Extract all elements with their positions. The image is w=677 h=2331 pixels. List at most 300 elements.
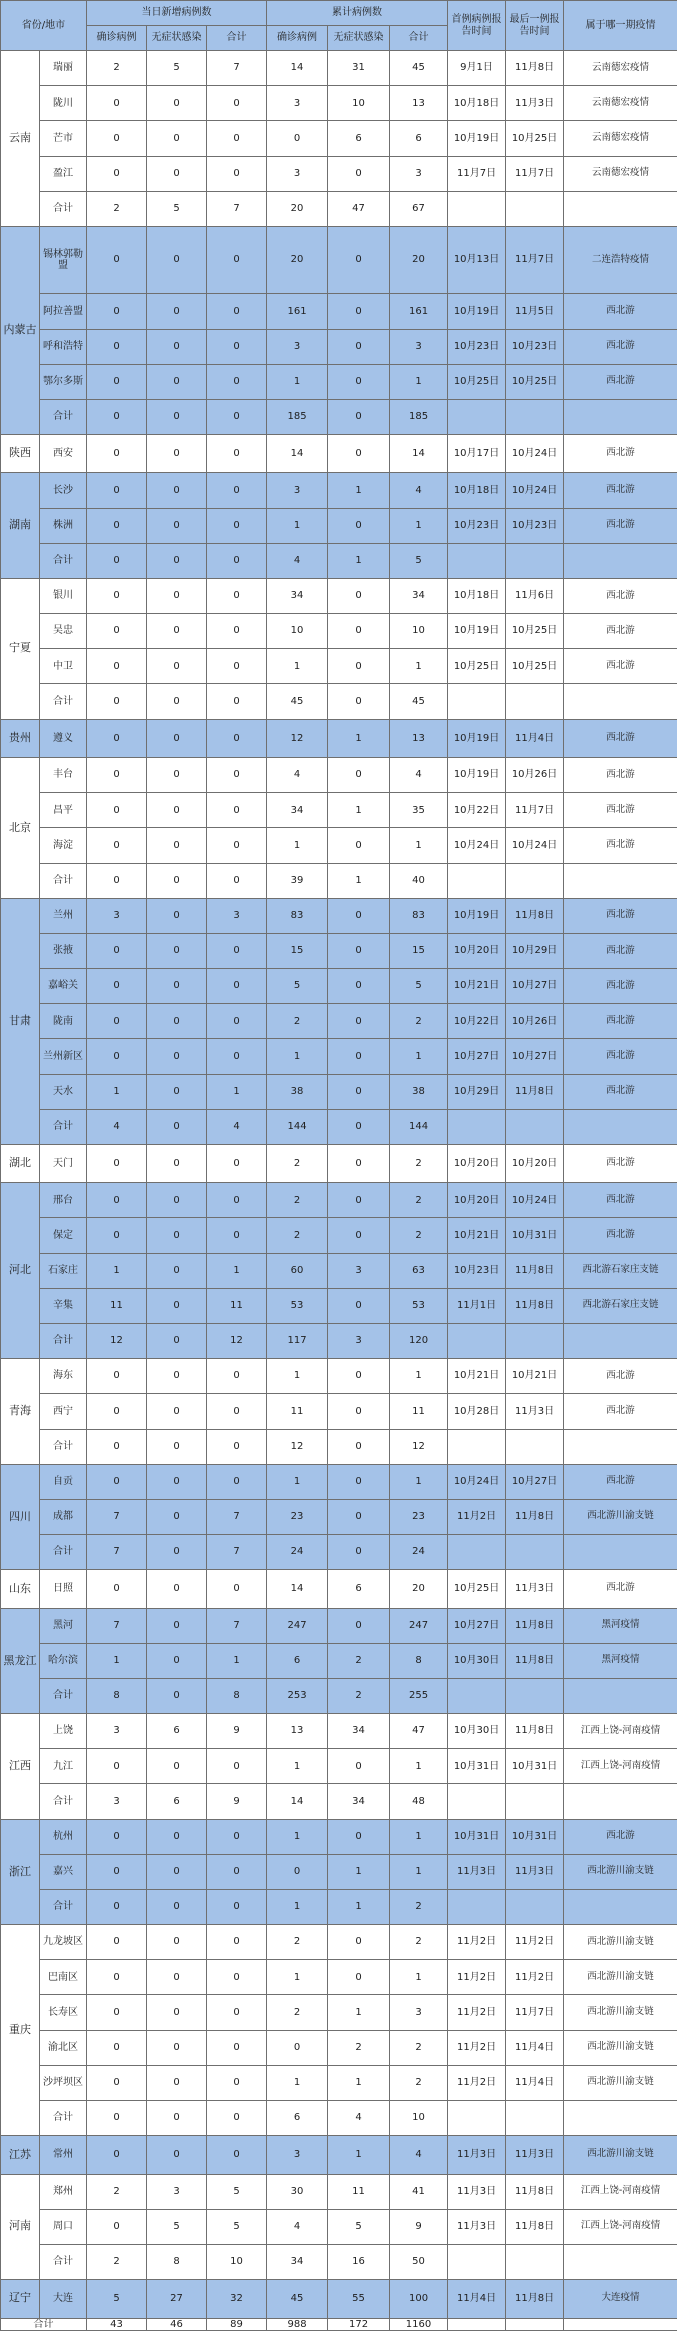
cum-total-cell: 83 — [390, 898, 448, 933]
new-confirmed-cell: 0 — [87, 1854, 147, 1889]
cum-asymptomatic-cell: 0 — [328, 1109, 390, 1144]
new-asymptomatic-cell: 0 — [147, 543, 207, 578]
cum-total-cell: 2 — [390, 1183, 448, 1218]
city-cell: 陇南 — [40, 1004, 87, 1039]
last-report-cell: 10月24日 — [506, 473, 564, 508]
cum-asymptomatic-cell: 1 — [328, 2065, 390, 2100]
cum-total-cell: 2 — [390, 1925, 448, 1960]
new-confirmed-cell: 1 — [87, 1643, 147, 1678]
last-report-cell: 11月8日 — [506, 1499, 564, 1534]
cum-confirmed-cell: 0 — [267, 2030, 328, 2065]
cum-confirmed-cell: 83 — [267, 898, 328, 933]
cum-confirmed-cell: 20 — [267, 191, 328, 226]
new-asymptomatic-cell: 0 — [147, 121, 207, 156]
new-asymptomatic-cell: 0 — [147, 2030, 207, 2065]
cluster-cell: 西北游 — [564, 473, 677, 508]
new-total-cell: 0 — [207, 1889, 267, 1924]
cum-confirmed-cell: 0 — [267, 1854, 328, 1889]
new-asymptomatic-cell: 0 — [147, 1925, 207, 1960]
last-report-cell: 11月8日 — [506, 1714, 564, 1749]
header-first-report: 首例病例报告时间 — [448, 1, 506, 51]
last-report-cell: 10月24日 — [506, 435, 564, 473]
first-report-cell: 11月3日 — [448, 2209, 506, 2244]
city-cell: 九江 — [40, 1749, 87, 1784]
table-row — [1, 793, 677, 828]
new-asymptomatic-cell: 0 — [147, 1570, 207, 1608]
table-row — [1, 156, 677, 191]
new-asymptomatic-cell: 0 — [147, 2136, 207, 2174]
first-report-cell: 11月3日 — [448, 2136, 506, 2174]
first-report-cell: 11月2日 — [448, 1925, 506, 1960]
cum-total-cell: 6 — [390, 121, 448, 156]
cum-asymptomatic-cell: 55 — [328, 2280, 390, 2318]
new-confirmed-cell: 3 — [87, 1784, 147, 1819]
new-confirmed-cell: 0 — [87, 226, 147, 294]
first-report-cell: 10月23日 — [448, 1253, 506, 1288]
table-row — [1, 1144, 677, 1182]
header-today-total: 合计 — [207, 26, 267, 51]
cum-total-cell: 1 — [390, 649, 448, 684]
cum-confirmed-cell: 1 — [267, 1464, 328, 1499]
cluster-cell — [564, 1323, 677, 1358]
cluster-cell: 西北游川渝支链 — [564, 2030, 677, 2065]
new-total-cell: 10 — [207, 2244, 267, 2279]
cluster-cell — [564, 2100, 677, 2135]
cluster-cell: 西北游川渝支链 — [564, 1854, 677, 1889]
new-asymptomatic-cell: 0 — [147, 1144, 207, 1182]
new-asymptomatic-cell: 0 — [147, 1854, 207, 1889]
cum-asymptomatic-cell: 0 — [328, 614, 390, 649]
cum-total-cell: 20 — [390, 226, 448, 294]
cum-total-cell: 1 — [390, 1854, 448, 1889]
cluster-cell: 西北游 — [564, 1394, 677, 1429]
cluster-cell: 大连疫情 — [564, 2280, 677, 2318]
grand-total-row — [1, 2318, 677, 2331]
new-confirmed-cell: 12 — [87, 1323, 147, 1358]
new-total-cell: 7 — [207, 1499, 267, 1534]
cluster-cell: 西北游 — [564, 364, 677, 399]
city-cell: 九龙坡区 — [40, 1925, 87, 1960]
last-report-cell — [506, 2244, 564, 2279]
cum-asymptomatic-cell: 0 — [328, 1183, 390, 1218]
table-row — [1, 1074, 677, 1109]
table-footer — [1, 2318, 677, 2331]
cum-confirmed-cell: 60 — [267, 1253, 328, 1288]
new-confirmed-cell: 2 — [87, 2174, 147, 2209]
cum-total-cell: 41 — [390, 2174, 448, 2209]
cum-asymptomatic-cell: 0 — [328, 364, 390, 399]
cum-total-cell: 2 — [390, 2030, 448, 2065]
new-asymptomatic-cell: 0 — [147, 1819, 207, 1854]
new-total-cell: 0 — [207, 758, 267, 793]
header-today-group: 当日新增病例数 — [87, 1, 267, 26]
table-row — [1, 473, 677, 508]
new-confirmed-cell: 0 — [87, 719, 147, 757]
cum-total-cell: 40 — [390, 863, 448, 898]
cum-confirmed-cell: 39 — [267, 863, 328, 898]
cum-total-cell: 5 — [390, 969, 448, 1004]
new-confirmed-cell: 2 — [87, 51, 147, 86]
new-asymptomatic-cell: 0 — [147, 1535, 207, 1570]
cum-asymptomatic-cell: 34 — [328, 1784, 390, 1819]
new-total-cell: 0 — [207, 2136, 267, 2174]
province-cell: 辽宁 — [1, 2280, 40, 2318]
new-asymptomatic-cell: 0 — [147, 86, 207, 121]
cluster-cell: 西北游 — [564, 294, 677, 329]
cum-asymptomatic-cell: 0 — [328, 1429, 390, 1464]
table-row — [1, 1535, 677, 1570]
cum-total-cell: 15 — [390, 933, 448, 968]
cum-confirmed-cell: 45 — [267, 684, 328, 719]
cum-total-cell: 20 — [390, 1570, 448, 1608]
first-report-cell: 10月25日 — [448, 364, 506, 399]
city-cell: 兰州 — [40, 898, 87, 933]
cum-confirmed-cell: 5 — [267, 969, 328, 1004]
first-report-cell: 10月24日 — [448, 1464, 506, 1499]
cum-asymptomatic-cell: 2 — [328, 1643, 390, 1678]
grand-total-cum-confirmed: 988 — [267, 2318, 328, 2331]
last-report-cell: 10月20日 — [506, 1144, 564, 1182]
cluster-cell: 西北游 — [564, 1359, 677, 1394]
first-report-cell: 10月30日 — [448, 1714, 506, 1749]
table-row — [1, 1570, 677, 1608]
cum-asymptomatic-cell: 0 — [328, 1359, 390, 1394]
cum-total-cell: 2 — [390, 1889, 448, 1924]
cum-asymptomatic-cell: 3 — [328, 1323, 390, 1358]
new-asymptomatic-cell: 8 — [147, 2244, 207, 2279]
cum-total-cell: 1 — [390, 828, 448, 863]
new-confirmed-cell: 0 — [87, 1144, 147, 1182]
new-confirmed-cell: 0 — [87, 1039, 147, 1074]
new-confirmed-cell: 0 — [87, 1925, 147, 1960]
table-row — [1, 1253, 677, 1288]
last-report-cell: 10月31日 — [506, 1218, 564, 1253]
new-asymptomatic-cell: 5 — [147, 191, 207, 226]
first-report-cell: 11月3日 — [448, 1854, 506, 1889]
grand-total-new-asymptomatic: 46 — [147, 2318, 207, 2331]
header-today-asymptomatic: 无症状感染 — [147, 26, 207, 51]
cum-total-cell: 12 — [390, 1429, 448, 1464]
new-confirmed-cell: 0 — [87, 793, 147, 828]
table-row — [1, 2100, 677, 2135]
new-asymptomatic-cell: 3 — [147, 2174, 207, 2209]
city-cell: 天门 — [40, 1144, 87, 1182]
last-report-cell — [506, 1429, 564, 1464]
cluster-cell: 西北游川渝支链 — [564, 1960, 677, 1995]
header-cum-asymptomatic: 无症状感染 — [328, 26, 390, 51]
cum-total-cell: 10 — [390, 614, 448, 649]
table-row — [1, 1995, 677, 2030]
first-report-cell: 10月31日 — [448, 1749, 506, 1784]
new-asymptomatic-cell: 0 — [147, 1074, 207, 1109]
cum-asymptomatic-cell: 0 — [328, 1819, 390, 1854]
cluster-cell: 西北游 — [564, 508, 677, 543]
new-total-cell: 0 — [207, 2100, 267, 2135]
cum-confirmed-cell: 6 — [267, 1643, 328, 1678]
cum-total-cell: 3 — [390, 1995, 448, 2030]
cluster-cell: 江西上饶-河南疫情 — [564, 2174, 677, 2209]
new-total-cell: 1 — [207, 1253, 267, 1288]
table-row — [1, 1004, 677, 1039]
first-report-cell — [448, 2100, 506, 2135]
cum-total-cell: 48 — [390, 1784, 448, 1819]
cum-total-cell: 35 — [390, 793, 448, 828]
city-cell: 兰州新区 — [40, 1039, 87, 1074]
city-cell: 合计 — [40, 1429, 87, 1464]
province-cell: 湖北 — [1, 1144, 40, 1182]
cum-asymptomatic-cell: 0 — [328, 1535, 390, 1570]
last-report-cell: 10月31日 — [506, 1819, 564, 1854]
first-report-cell: 10月19日 — [448, 294, 506, 329]
cum-confirmed-cell: 1 — [267, 828, 328, 863]
table-row — [1, 1749, 677, 1784]
first-report-cell — [448, 863, 506, 898]
cum-asymptomatic-cell: 0 — [328, 684, 390, 719]
cum-confirmed-cell: 20 — [267, 226, 328, 294]
last-report-cell — [506, 1678, 564, 1713]
new-asymptomatic-cell: 0 — [147, 1183, 207, 1218]
cluster-cell: 西北游 — [564, 793, 677, 828]
grand-total-first — [448, 2318, 506, 2331]
first-report-cell: 10月22日 — [448, 793, 506, 828]
cum-total-cell: 2 — [390, 1004, 448, 1039]
last-report-cell: 10月24日 — [506, 1183, 564, 1218]
new-confirmed-cell: 0 — [87, 1819, 147, 1854]
new-confirmed-cell: 0 — [87, 1429, 147, 1464]
new-confirmed-cell: 0 — [87, 1394, 147, 1429]
first-report-cell: 11月2日 — [448, 1499, 506, 1534]
new-confirmed-cell: 0 — [87, 1004, 147, 1039]
cum-total-cell: 4 — [390, 2136, 448, 2174]
header-province-city: 省份/地市 — [1, 1, 87, 51]
cum-total-cell: 144 — [390, 1109, 448, 1144]
last-report-cell: 11月2日 — [506, 1925, 564, 1960]
cluster-cell: 西北游 — [564, 1039, 677, 1074]
new-asymptomatic-cell: 0 — [147, 473, 207, 508]
city-cell: 郑州 — [40, 2174, 87, 2209]
new-confirmed-cell: 0 — [87, 329, 147, 364]
first-report-cell: 10月24日 — [448, 828, 506, 863]
cum-asymptomatic-cell: 3 — [328, 1253, 390, 1288]
first-report-cell: 10月19日 — [448, 719, 506, 757]
cum-confirmed-cell: 2 — [267, 1183, 328, 1218]
last-report-cell: 11月3日 — [506, 86, 564, 121]
cum-confirmed-cell: 12 — [267, 1429, 328, 1464]
table-row — [1, 1323, 677, 1358]
first-report-cell: 10月29日 — [448, 1074, 506, 1109]
city-cell: 巴南区 — [40, 1960, 87, 1995]
first-report-cell: 10月23日 — [448, 329, 506, 364]
table-row — [1, 863, 677, 898]
table-row — [1, 2209, 677, 2244]
cluster-cell — [564, 191, 677, 226]
cum-total-cell: 4 — [390, 473, 448, 508]
city-cell: 石家庄 — [40, 1253, 87, 1288]
new-confirmed-cell: 0 — [87, 863, 147, 898]
new-confirmed-cell: 0 — [87, 649, 147, 684]
cluster-cell: 江西上饶-河南疫情 — [564, 1749, 677, 1784]
new-confirmed-cell: 0 — [87, 1218, 147, 1253]
new-confirmed-cell: 0 — [87, 1359, 147, 1394]
cum-confirmed-cell: 2 — [267, 1144, 328, 1182]
new-total-cell: 0 — [207, 364, 267, 399]
cluster-cell: 西北游 — [564, 1074, 677, 1109]
cum-asymptomatic-cell: 0 — [328, 578, 390, 613]
table-row — [1, 364, 677, 399]
cum-total-cell: 45 — [390, 684, 448, 719]
new-asymptomatic-cell: 0 — [147, 1359, 207, 1394]
table-row — [1, 543, 677, 578]
cum-asymptomatic-cell: 16 — [328, 2244, 390, 2279]
table-row — [1, 1359, 677, 1394]
cluster-cell — [564, 863, 677, 898]
table-row — [1, 2244, 677, 2279]
new-asymptomatic-cell: 0 — [147, 1218, 207, 1253]
first-report-cell: 10月18日 — [448, 578, 506, 613]
new-total-cell: 9 — [207, 1784, 267, 1819]
cum-total-cell: 8 — [390, 1643, 448, 1678]
cum-asymptomatic-cell: 0 — [328, 1464, 390, 1499]
city-cell: 合计 — [40, 1889, 87, 1924]
new-confirmed-cell: 0 — [87, 684, 147, 719]
first-report-cell: 10月27日 — [448, 1608, 506, 1643]
new-total-cell: 0 — [207, 1004, 267, 1039]
city-cell: 阿拉善盟 — [40, 294, 87, 329]
cum-total-cell: 63 — [390, 1253, 448, 1288]
cum-asymptomatic-cell: 5 — [328, 2209, 390, 2244]
new-total-cell: 0 — [207, 933, 267, 968]
city-cell: 呼和浩特 — [40, 329, 87, 364]
new-confirmed-cell: 0 — [87, 294, 147, 329]
last-report-cell: 11月3日 — [506, 2136, 564, 2174]
city-cell: 海东 — [40, 1359, 87, 1394]
new-total-cell: 7 — [207, 191, 267, 226]
table-row — [1, 758, 677, 793]
new-total-cell: 9 — [207, 1714, 267, 1749]
cum-confirmed-cell: 1 — [267, 1889, 328, 1924]
table-row — [1, 719, 677, 757]
city-cell: 自贡 — [40, 1464, 87, 1499]
cum-confirmed-cell: 45 — [267, 2280, 328, 2318]
table-row — [1, 649, 677, 684]
cum-confirmed-cell: 13 — [267, 1714, 328, 1749]
last-report-cell: 10月23日 — [506, 329, 564, 364]
first-report-cell — [448, 1323, 506, 1358]
last-report-cell: 10月25日 — [506, 121, 564, 156]
cluster-cell — [564, 2244, 677, 2279]
new-asymptomatic-cell: 0 — [147, 863, 207, 898]
table-row — [1, 2174, 677, 2209]
table-row — [1, 1608, 677, 1643]
cum-asymptomatic-cell: 1 — [328, 863, 390, 898]
table-row — [1, 1394, 677, 1429]
cluster-cell: 西北游 — [564, 758, 677, 793]
first-report-cell — [448, 1429, 506, 1464]
province-cell: 黑龙江 — [1, 1608, 40, 1714]
city-cell: 西安 — [40, 435, 87, 473]
new-asymptomatic-cell: 0 — [147, 508, 207, 543]
new-total-cell: 0 — [207, 435, 267, 473]
cum-confirmed-cell: 53 — [267, 1288, 328, 1323]
first-report-cell: 10月20日 — [448, 1144, 506, 1182]
first-report-cell: 10月21日 — [448, 969, 506, 1004]
province-cell: 湖南 — [1, 473, 40, 579]
last-report-cell: 11月8日 — [506, 898, 564, 933]
new-asymptomatic-cell: 0 — [147, 1499, 207, 1534]
cum-confirmed-cell: 14 — [267, 51, 328, 86]
last-report-cell: 11月6日 — [506, 578, 564, 613]
province-cell: 甘肃 — [1, 898, 40, 1144]
table-row — [1, 435, 677, 473]
new-confirmed-cell: 0 — [87, 1749, 147, 1784]
new-asymptomatic-cell: 0 — [147, 1464, 207, 1499]
first-report-cell: 10月19日 — [448, 758, 506, 793]
header-cum-confirmed: 确诊病例 — [267, 26, 328, 51]
cum-total-cell: 1 — [390, 364, 448, 399]
cum-asymptomatic-cell: 0 — [328, 969, 390, 1004]
cum-total-cell: 185 — [390, 399, 448, 434]
cum-confirmed-cell: 14 — [267, 1570, 328, 1608]
last-report-cell: 11月3日 — [506, 1394, 564, 1429]
new-total-cell: 0 — [207, 2065, 267, 2100]
cum-asymptomatic-cell: 0 — [328, 399, 390, 434]
city-cell: 天水 — [40, 1074, 87, 1109]
city-cell: 丰台 — [40, 758, 87, 793]
grand-total-label: 合计 — [1, 2318, 87, 2331]
new-asymptomatic-cell: 0 — [147, 1109, 207, 1144]
new-total-cell: 0 — [207, 226, 267, 294]
cluster-cell: 西北游 — [564, 1570, 677, 1608]
first-report-cell — [448, 1784, 506, 1819]
new-confirmed-cell: 1 — [87, 1253, 147, 1288]
cum-confirmed-cell: 3 — [267, 156, 328, 191]
cum-confirmed-cell: 34 — [267, 578, 328, 613]
table-row — [1, 294, 677, 329]
new-asymptomatic-cell: 0 — [147, 898, 207, 933]
new-asymptomatic-cell: 0 — [147, 1749, 207, 1784]
cum-confirmed-cell: 144 — [267, 1109, 328, 1144]
first-report-cell: 11月2日 — [448, 2065, 506, 2100]
cum-total-cell: 2 — [390, 2065, 448, 2100]
table-row — [1, 1889, 677, 1924]
cum-total-cell: 50 — [390, 2244, 448, 2279]
table-row — [1, 1183, 677, 1218]
new-total-cell: 0 — [207, 1429, 267, 1464]
last-report-cell: 11月8日 — [506, 51, 564, 86]
cluster-cell — [564, 1535, 677, 1570]
cum-asymptomatic-cell: 0 — [328, 1218, 390, 1253]
city-cell: 保定 — [40, 1218, 87, 1253]
new-asymptomatic-cell: 0 — [147, 793, 207, 828]
cum-asymptomatic-cell: 6 — [328, 121, 390, 156]
new-confirmed-cell: 0 — [87, 933, 147, 968]
city-cell: 合计 — [40, 1109, 87, 1144]
new-asymptomatic-cell: 0 — [147, 2100, 207, 2135]
last-report-cell: 11月8日 — [506, 2280, 564, 2318]
city-cell: 昌平 — [40, 793, 87, 828]
city-cell: 邢台 — [40, 1183, 87, 1218]
new-total-cell: 0 — [207, 508, 267, 543]
last-report-cell: 11月8日 — [506, 2209, 564, 2244]
cum-asymptomatic-cell: 0 — [328, 1499, 390, 1534]
province-cell: 贵州 — [1, 719, 40, 757]
cum-asymptomatic-cell: 0 — [328, 435, 390, 473]
cluster-cell: 西北游 — [564, 1144, 677, 1182]
new-confirmed-cell: 0 — [87, 1889, 147, 1924]
cum-asymptomatic-cell: 0 — [328, 1004, 390, 1039]
city-cell: 合计 — [40, 684, 87, 719]
table-row — [1, 1039, 677, 1074]
